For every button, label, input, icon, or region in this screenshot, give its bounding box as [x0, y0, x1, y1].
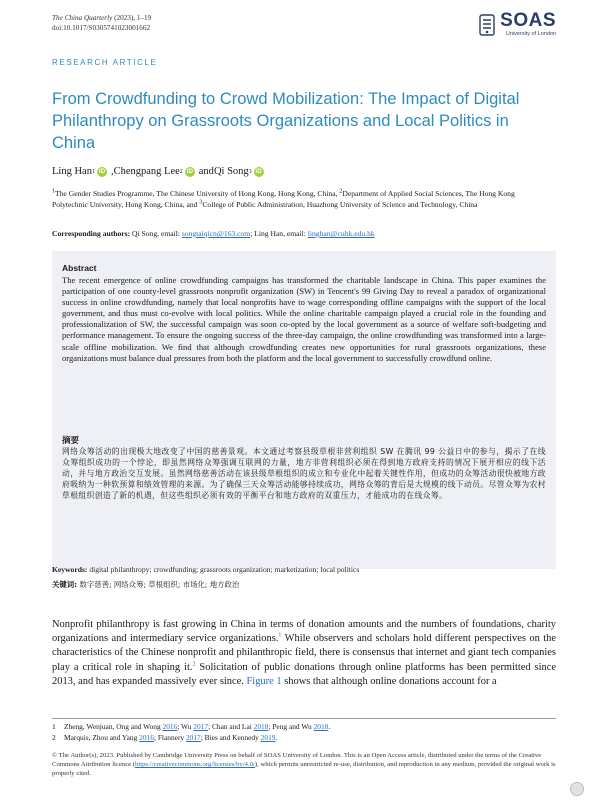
footnote-item	[52, 733, 556, 744]
journal-header	[52, 13, 151, 33]
footnote-number: 2	[52, 732, 56, 742]
affil-sup: 2	[339, 188, 343, 195]
license-link[interactable]: https://creativecommons.org/licenses/by/4.0/	[135, 761, 255, 768]
orcid-icon[interactable]: iD	[186, 167, 194, 175]
citation-link[interactable]: 2019	[260, 732, 276, 742]
author-separator: and	[198, 166, 214, 177]
article-title: From Crowdfunding to Crowd Mobilization: The Impact of Digital Philanthropy on Grassroots Organizations and Local Politics in China	[52, 90, 520, 152]
footnote-number: 1	[52, 722, 56, 731]
footnote-item	[52, 722, 556, 733]
publisher-logo	[479, 12, 556, 37]
journal-name: The China Quarterly	[52, 14, 113, 22]
keywords-cn	[52, 580, 552, 590]
footnote-text: Zheng, Wenjuan, Ong and Wong	[64, 722, 163, 731]
affiliations	[52, 189, 552, 210]
email-link[interactable]: linghan@cuhk.edu.hk	[307, 229, 375, 238]
footnote-text: .	[275, 732, 278, 742]
affil-sup: 1	[52, 188, 55, 195]
citation-link[interactable]: 2017	[193, 722, 209, 731]
corresponding-authors	[52, 229, 552, 239]
abstract-cn-text: 网络众筹活动的出现极大地改变了中国的慈善景观。本文通过考察县级草根非营利组织 SW 在腾讯 99 公益日中的参与，揭示了在线众筹组织成功的一个悖论，即虽然网络众筹强调互联网的力量，地方非营利组织必须在得到地方政府支持的情况下展开相应的线下活动，并与地方政治交互发展。虽然网络慈善活动在该县级草根组织的成立和专业化中起着关键性作用，但成功的众筹活动很快被地方政府吸纳为一种软预算和绩效管理的来源。为了确保三天众筹活动能够持续成功，网络众筹的背后是大规模的线下动员。尽管众筹为农村草根组织创造了新的机遇，但这些组织必须有效的平衡平台和地方政府的双重压力，才能成功的在线众筹。	[62, 447, 546, 501]
email-link[interactable]: songtaiqicn@163.com	[181, 229, 251, 238]
affiliation-3: College of Public Administration, Huazhong University of Science and Technology, China	[202, 199, 478, 209]
citation-link[interactable]: 2017	[185, 732, 201, 742]
citation-link[interactable]: 2016	[139, 732, 154, 742]
doi-text[interactable]: doi:10.1017/S0305741023001662	[52, 24, 151, 32]
body-text: Nonprofit philanthropy is fast growing in China in terms of donation amounts and the numbers of foundations, charity organizations and intermediary service organizations.	[52, 619, 556, 645]
orcid-icon[interactable]: iD	[255, 167, 262, 175]
body-text: Solicitation of public donations through online platforms has been permitted since 2013, and has expanded massively ever since.	[52, 661, 556, 687]
body-text: shows that although online donations account for a	[281, 675, 497, 687]
keywords-text: digital philanthropy; crowdfunding; grassroots organization; marketization; local politics	[87, 565, 360, 574]
affiliation-1: The Gender Studies Programme, The Chinese University of Hong Kong, Hong Kong, China,	[55, 189, 340, 198]
crossmark-icon[interactable]	[570, 782, 584, 796]
footnote-ref[interactable]: 1	[278, 632, 282, 639]
affiliation-2: Department of Applied Social Sciences, The Hong Kong Polytechnic University, Hong Kong, China, and	[52, 189, 515, 209]
journal-volume: (2023), 1–19	[112, 14, 152, 22]
footnote-text: Marquis, Zhou and Yang	[64, 732, 140, 742]
footnote-text: ; Chan and Lai	[208, 722, 254, 731]
footnote-text: ; Wu	[177, 722, 194, 731]
corresponding-text: Qi Song, email:	[130, 229, 182, 238]
footnote-ref[interactable]: 2	[192, 661, 196, 668]
citation-link[interactable]: 2016	[162, 722, 178, 731]
footnote-text: ; Flannery	[153, 732, 186, 742]
keywords-cn-label: 关键词:	[52, 580, 78, 589]
keywords-cn-text: 数字慈善; 网络众筹; 草根组织; 市场化; 地方政治	[77, 580, 240, 589]
author-name[interactable]: Qi Song	[213, 166, 249, 177]
footnote-text: .	[328, 722, 331, 731]
affil-sup: 3	[199, 198, 203, 205]
keywords	[52, 565, 552, 575]
soas-crest-icon	[479, 14, 495, 36]
footnote-text: ; Peng and Wu	[268, 722, 314, 731]
footnotes	[52, 722, 556, 743]
license-notice	[52, 751, 556, 778]
abstract-cn-heading: 摘要	[62, 435, 80, 445]
author-separator: ,	[110, 166, 114, 177]
logo-wordmark: SOAS	[500, 10, 556, 31]
keywords-label: Keywords:	[52, 565, 88, 574]
author-name[interactable]: Ling Han	[52, 166, 92, 177]
figure-link[interactable]: Figure 1	[246, 675, 282, 687]
footnote-text: ; Bies and Kennedy	[200, 732, 261, 742]
orcid-icon[interactable]: iD	[98, 167, 106, 175]
footnote-divider	[52, 718, 556, 719]
abstract-heading: Abstract	[62, 263, 97, 273]
citation-link[interactable]: 2018	[253, 722, 269, 731]
license-text: ), which permits unrestricted re-use, distribution, and reproduction in any medium, provided the original work is properly cited.	[52, 761, 556, 777]
citation-link[interactable]: 2018	[313, 722, 329, 731]
author-name[interactable]: Chengpang Lee	[113, 166, 180, 177]
license-text: © The Author(s), 2023. Published by Cambridge University Press on behalf of SOAS University of London. This is an Open Access article, distributed under the terms of the Creative Commons Attribution licence (	[52, 752, 542, 768]
corresponding-text: ; Ling Han, email:	[250, 229, 308, 238]
logo-subtitle: University of London	[505, 31, 556, 37]
author-list: Ling Han 1 iD , Chengpang Lee 2 iD and Qi Song 3 iD	[52, 166, 262, 177]
abstract-text: The recent emergence of online crowdfunding campaigns has transformed the charitable landscape in China. This paper examines the participation of one county-level grassroots nonprofit organization (SW) in Tencent's 99 Giving Day to reveal a paradox of organizational success in online crowdfunding, namely that local nonprofits have to wage corresponding offline campaigns with the support of the local government, and thus must co-evolve with local politics. While the online charitable campaign played a crucial role in the founding and professionalization of SW, the successful campaign was soon co-opted by the local government as a source of welfare soft-budgeting and performance management. To ensure the ongoing success of the three-day campaign, the online crowdfunding was transformed into a large-scale offline mobilization. We find that although crowdfunding creates new opportunities for rural grassroots organizations, these organizations must balance dual pressures from both the platform and the local government to successfully crowdfund online.	[62, 275, 546, 363]
body-text: While observers and scholars hold different perspectives on the characteristics of the Chinese nonprofit and philanthropic field, there is consensus that internet and giant tech companies play a critical role in shaping it.	[52, 633, 557, 673]
article-type: RESEARCH ARTICLE	[52, 58, 158, 67]
body-paragraph	[52, 618, 556, 689]
corresponding-label: Corresponding authors:	[52, 229, 131, 238]
